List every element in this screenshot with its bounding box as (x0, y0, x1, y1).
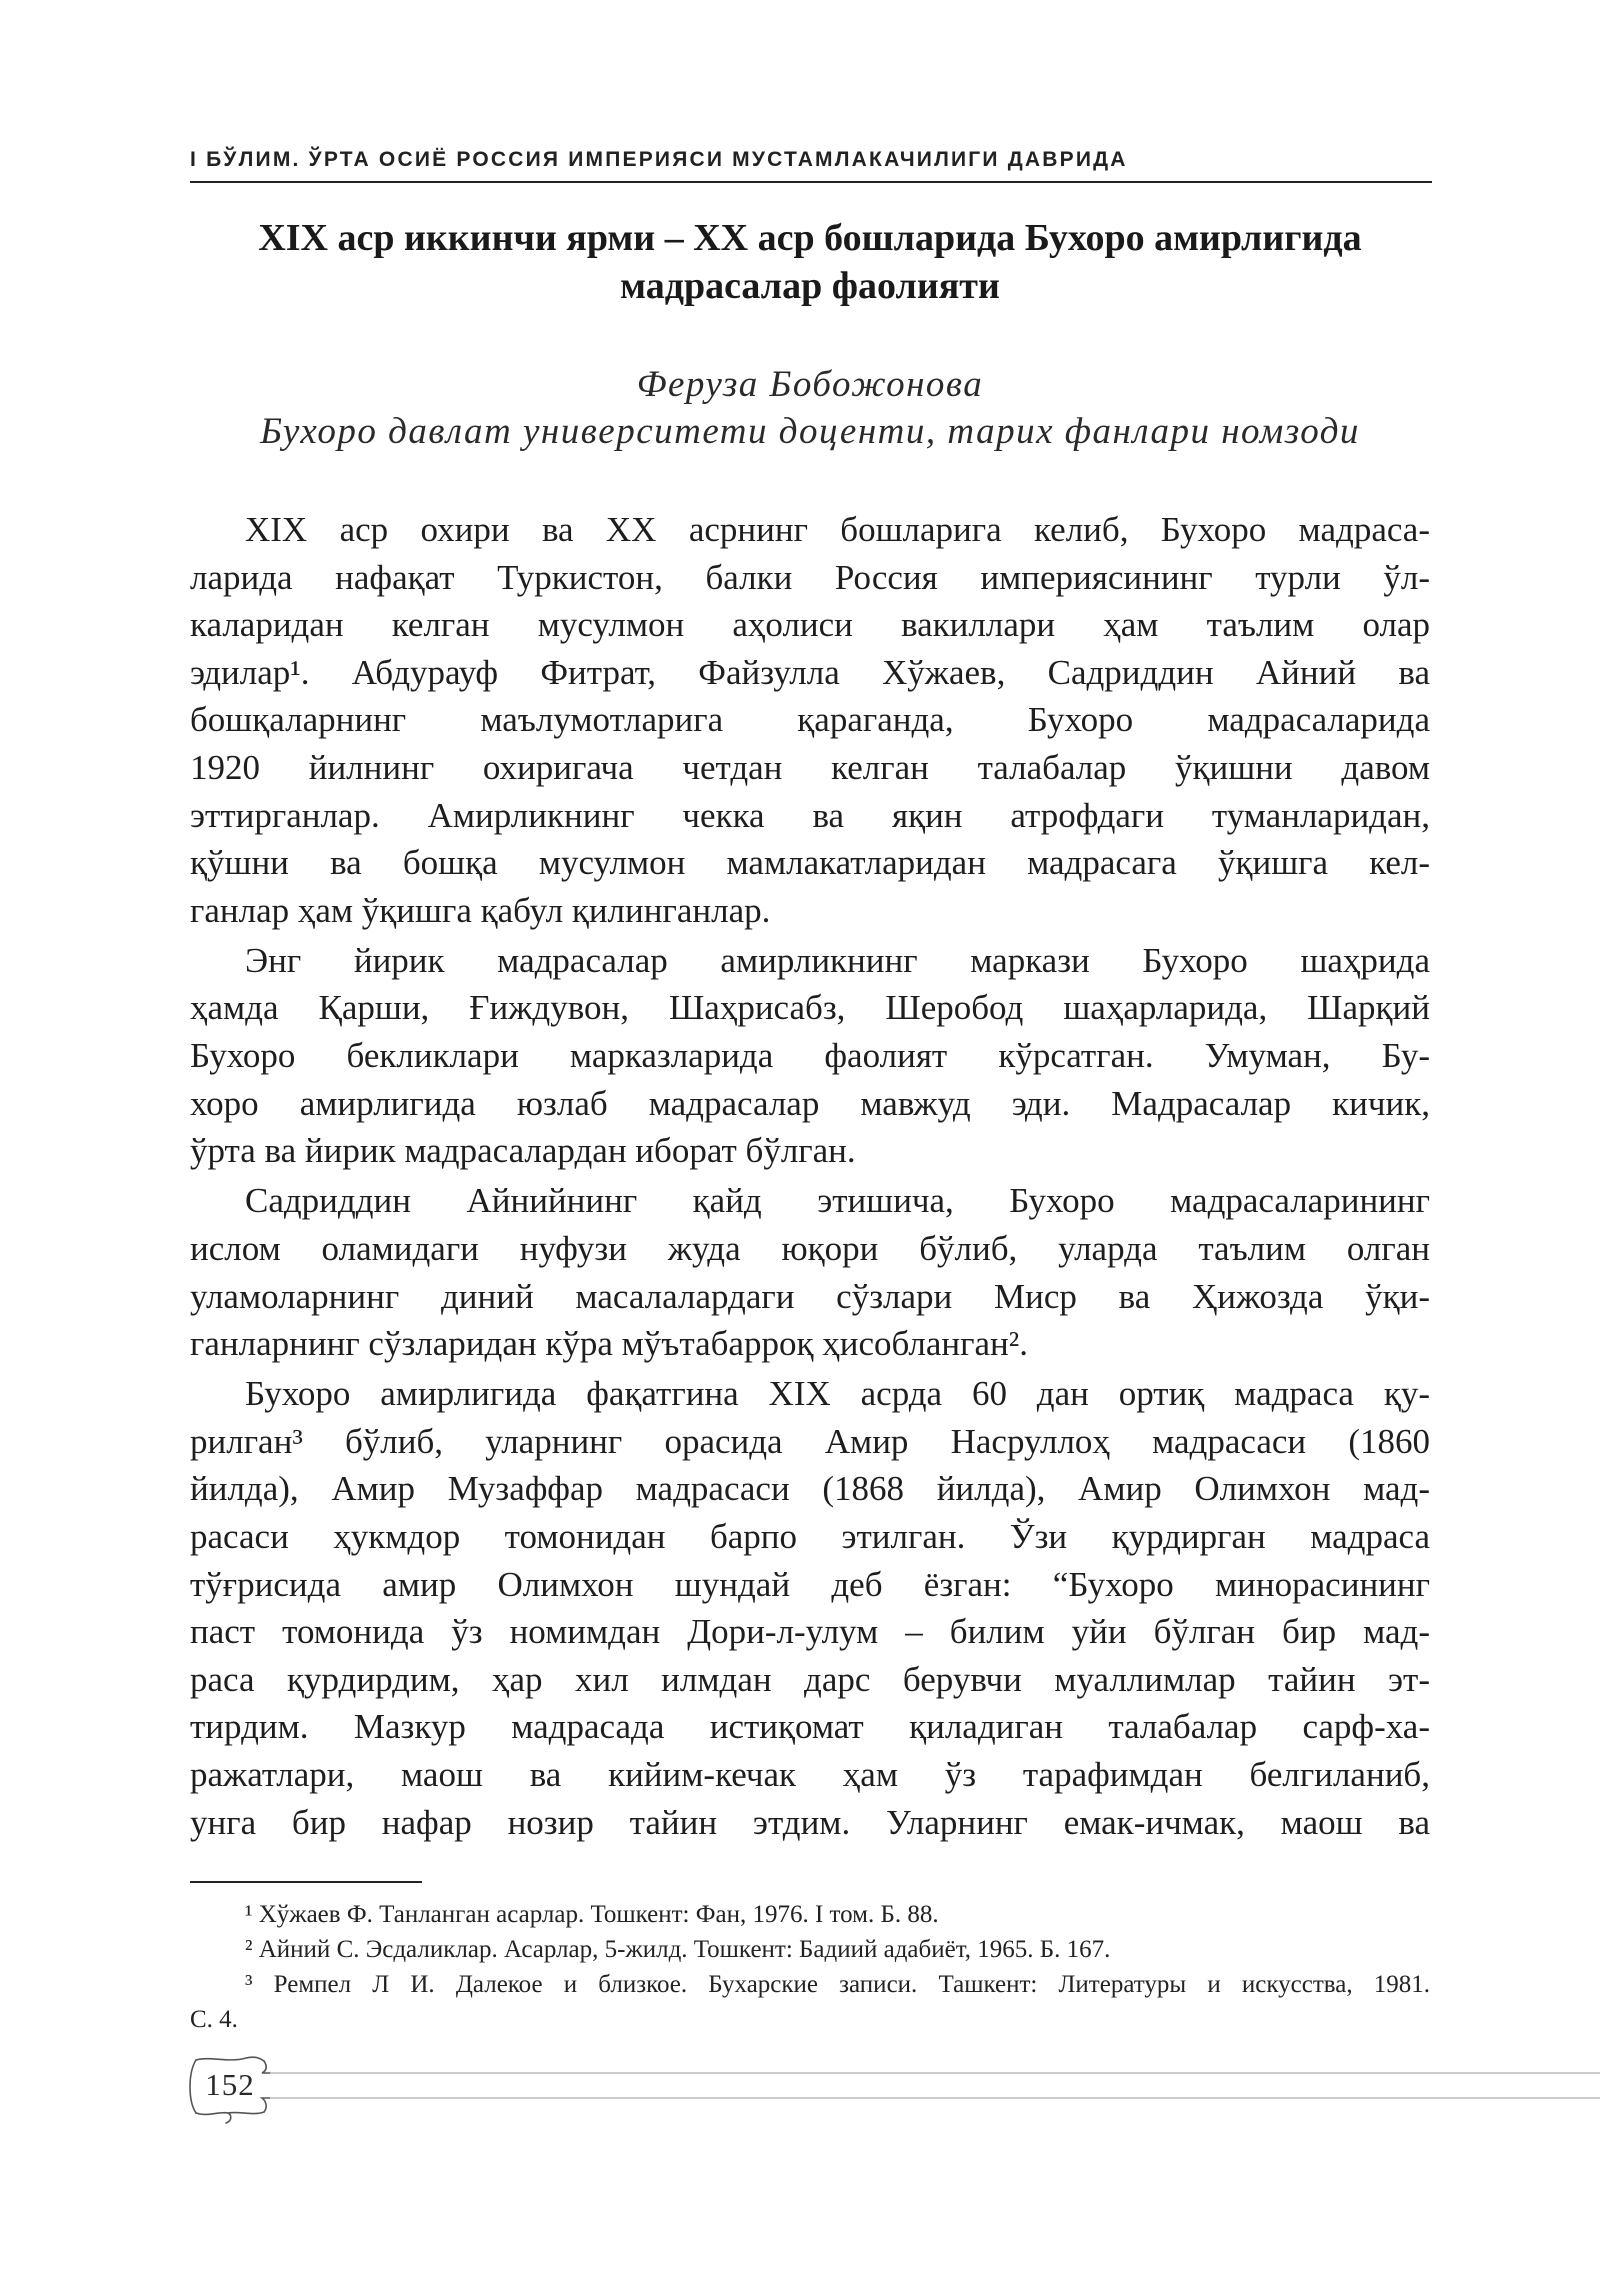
body-line: бошқаларнинг маълумотларига қараганда, Бухоро мадрасаларида (190, 700, 1430, 740)
footnote (190, 1967, 1430, 2037)
body-line: XIX аср охири ва XX асрнинг бошларига келиб, Бухоро мадраса- (245, 510, 1430, 549)
body-line: Садриддин Айнийнинг қайд этишича, Бухоро мадрасаларининг (245, 1181, 1430, 1221)
title-line: XIX аср иккинчи ярми – XX аср бошларида Бухоро амирлигида (258, 217, 1362, 259)
running-head-rule (190, 181, 1432, 183)
author-affiliation: Бухоро давлат университети доценти, тарих фанлари номзоди (260, 411, 1360, 452)
body-line: 1920 йилнинг охиригача четдан келган талабалар ўқишни давом (190, 747, 1430, 787)
body-line: раса қурдирдим, ҳар хил илмдан дарс берувчи муаллимлар тайин эт- (190, 1659, 1430, 1699)
body-line: Бухоро амирлигида фақатгина XIX асрда 60 дан ортиқ мадраса қу- (245, 1374, 1430, 1414)
body-text (190, 506, 1430, 1846)
body-line: уламоларнинг диний масалалардаги сўзлари Миср ва Ҳижозда ўқи- (190, 1276, 1430, 1316)
body-line: паст томонида ўз номимдан Дори-л-улум – билим уйи бўлган бир мад- (190, 1612, 1430, 1652)
body-line: тирдим. Мазкур мадрасада истиқомат қиладиган талабалар сарф-ха- (190, 1707, 1430, 1747)
footnotes (190, 1897, 1430, 2037)
body-line: Бухоро бекликлари марказларида фаолият кўрсатган. Умуман, Бу- (190, 1036, 1430, 1076)
footnote-line: ³ Ремпел Л И. Далекое и близкое. Бухарские записи. Ташкент: Литературы и искусства, 1981. (245, 1971, 1430, 1998)
body-line: Энг йирик мадрасалар амирликнинг маркази Бухоро шаҳрида (245, 940, 1430, 980)
footnote-line: ² Айний С. Эсдаликлар. Асарлар, 5-жилд. Тошкент: Бадиий адабиёт, 1965. Б. 167. (245, 1936, 1111, 1963)
footnote-rule (190, 1881, 422, 1883)
body-line: ганларнинг сўзларидан кўра мўътабарроқ ҳисобланган². (190, 1324, 1029, 1364)
body-line: эдилар¹. Абдурауф Фитрат, Файзулла Хўжаев, Садриддин Айний ва (190, 652, 1430, 692)
page-number: 152 (205, 2067, 255, 2102)
footnote-line: С. 4. (190, 2006, 238, 2033)
body-line: хоро амирлигида юзлаб мадрасалар мавжуд эди. Мадрасалар кичик, (190, 1083, 1430, 1123)
body-paragraph (190, 937, 1430, 1175)
body-line: эттирганлар. Амирликнинг чекка ва яқин атрофдаги туманларидан, (190, 795, 1430, 835)
body-line: каларидан келган мусулмон аҳолиси вакиллари ҳам таълим олар (190, 605, 1430, 645)
body-line: тўғрисида амир Олимхон шундай деб ёзган: “Бухоро минорасининг (190, 1564, 1430, 1604)
footnote-line: ¹ Хўжаев Ф. Танланган асарлар. Тошкент: Фан, 1976. I том. Б. 88. (245, 1901, 939, 1928)
footnote (190, 1932, 1430, 1967)
body-paragraph (190, 506, 1430, 934)
body-line: ларида нафақат Туркистон, балки Россия империясининг турли ўл- (190, 557, 1430, 597)
article-title (190, 214, 1430, 310)
page-number-frame (180, 2045, 1600, 2135)
running-head: I БЎЛИМ. ЎРТА ОСИЁ РОССИЯ ИМПЕРИЯСИ МУСТАМЛАКАЧИЛИГИ ДАВРИДА (190, 148, 1128, 171)
byline (190, 361, 1430, 455)
body-line: ражатлари, маош ва кийим-кечак ҳам ўз тарафимдан белгиланиб, (190, 1754, 1430, 1794)
body-line: рилган³ бўлиб, уларнинг орасида Амир Насруллоҳ мадрасаси (1860 (190, 1421, 1430, 1461)
footnote (190, 1897, 1430, 1932)
body-line: йилда), Амир Музаффар мадрасаси (1868 йилда), Амир Олимхон мад- (190, 1469, 1430, 1509)
author-name: Феруза Бобожонова (636, 364, 984, 405)
body-line: ганлар ҳам ўқишга қабул қилинганлар. (190, 890, 771, 930)
body-line: расаси ҳукмдор томонидан барпо этилган. Ўзи қурдирган мадраса (190, 1516, 1430, 1556)
body-line: унга бир нафар нозир тайин этдим. Уларнинг емак-ичмак, маош ва (190, 1802, 1430, 1842)
title-line: мадрасалар фаолияти (620, 265, 1000, 307)
body-line: қўшни ва бошқа мусулмон мамлакатларидан мадрасага ўқишга кел- (190, 843, 1430, 883)
body-line: ўрта ва йирик мадрасалардан иборат бўлган. (190, 1131, 856, 1171)
body-paragraph (190, 1370, 1430, 1846)
body-line: ислом оламидаги нуфузи жуда юқори бўлиб, уларда таълим олган (190, 1228, 1430, 1268)
body-paragraph (190, 1177, 1430, 1367)
body-line: ҳамда Қарши, Ғиждувон, Шаҳрисабз, Шеробод шаҳарларида, Шарқий (190, 988, 1430, 1028)
